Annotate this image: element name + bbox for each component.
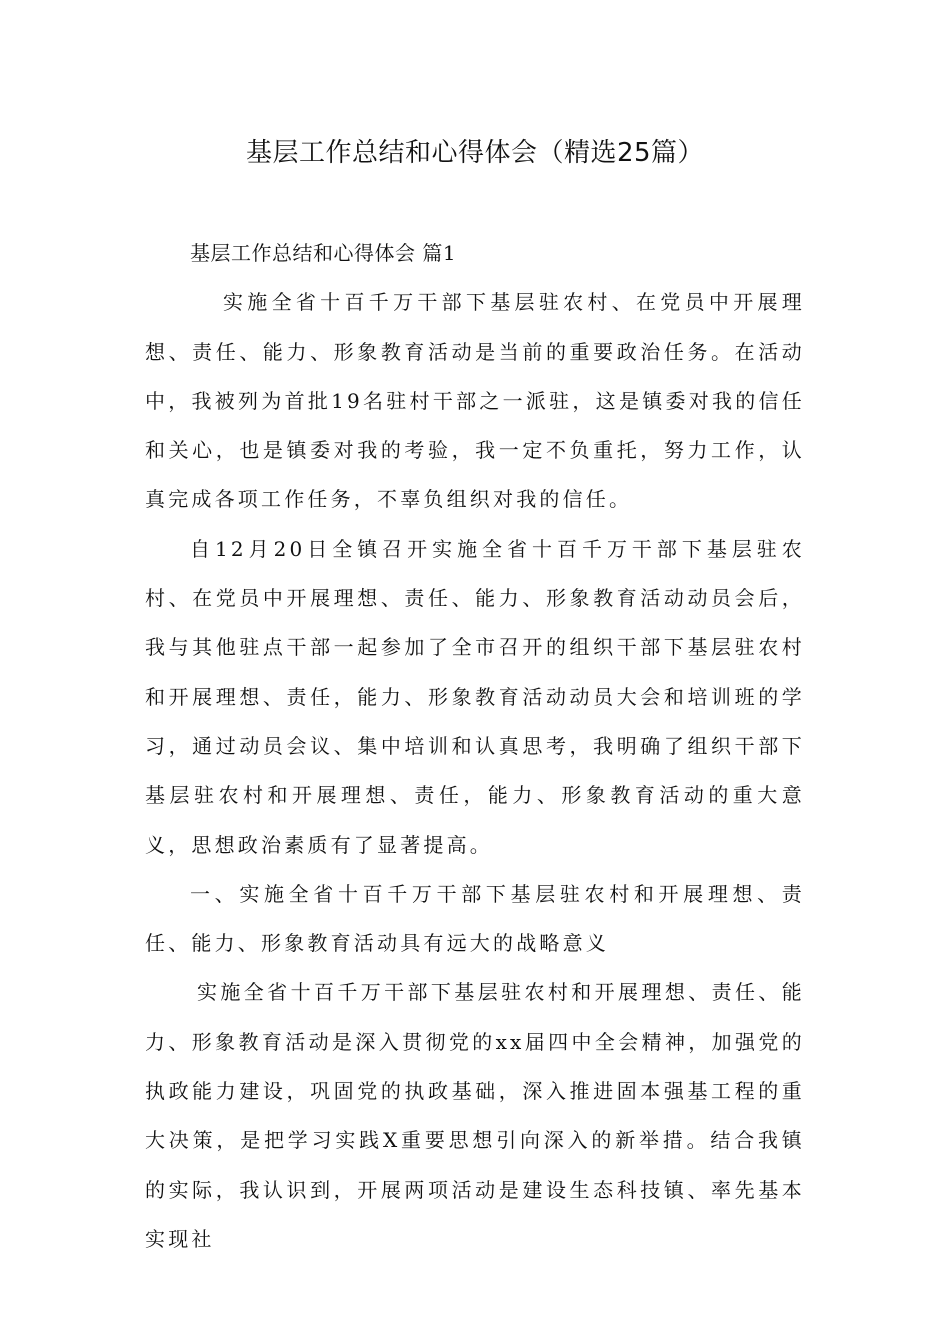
paragraph-3: 一、实施全省十百千万干部下基层驻农村和开展理想、责任、能力、形象教育活动具有远大的战略意义: [145, 881, 805, 956]
document-body: [145, 229, 805, 1264]
paragraph-1: 实施全省十百千万干部下基层驻农村、在党员中开展理想、责任、能力、形象教育活动是当前的重要政治任务。在活动中，我被列为首批19名驻村干部之一派驻，这是镇委对我的信任和关心，也是镇委对我的考验，我一定不负重托，努力工作，认真完成各项工作任务，不辜负组织对我的信任。: [145, 290, 805, 512]
section-heading: 基层工作总结和心得体会 篇1: [190, 241, 457, 265]
paragraph-2: 自12月20日全镇召开实施全省十百千万干部下基层驻农村、在党员中开展理想、责任、能力、形象教育活动动员会后，我与其他驻点干部一起参加了全市召开的组织干部下基层驻农村和开展理想、责任，能力、形象教育活动动员大会和培训班的学习，通过动员会议、集中培训和认真思考，我明确了组织干部下基层驻农村和开展理想、责任，能力、形象教育活动的重大意义，思想政治素质有了显著提高。: [145, 536, 805, 857]
document-title: 基层工作总结和心得体会（精选25篇）: [245, 138, 705, 168]
paragraph-4: 实施全省十百千万干部下基层驻农村和开展理想、责任、能力、形象教育活动是深入贯彻党的xx届四中全会精神，加强党的执政能力建设，巩固党的执政基础，深入推进固本强基工程的重大决策，是把学习实践X重要思想引向深入的新举措。结合我镇的实际，我认识到，开展两项活动是建设生态科技镇、率先基本实现社: [145, 980, 805, 1251]
